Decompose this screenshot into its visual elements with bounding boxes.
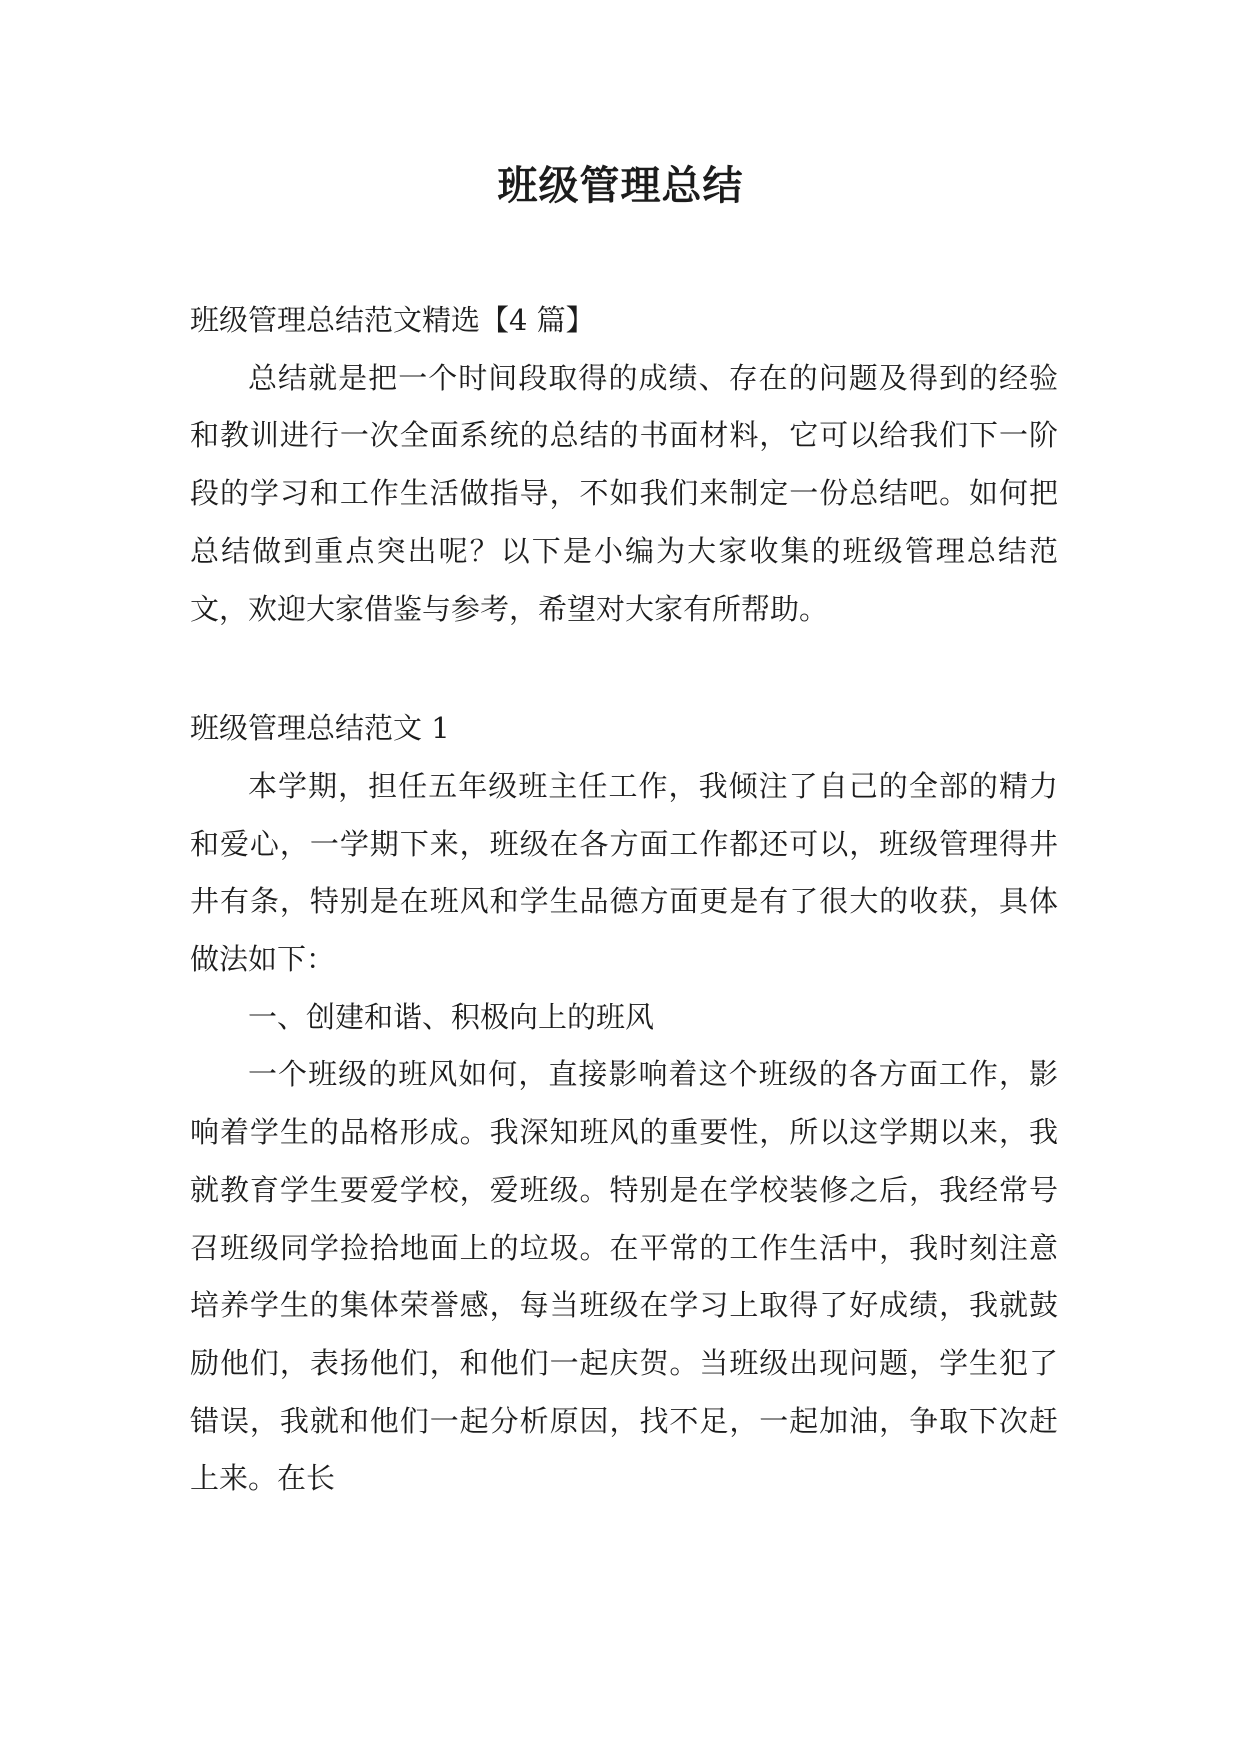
document-title: 班级管理总结	[497, 162, 744, 209]
intro-heading: 班级管理总结范文精选【4 篇】	[190, 303, 595, 337]
section-1-paragraph-1: 本学期，担任五年级班主任工作，我倾注了自己的全部的精力和爱心，一学期下来，班级在各方面工作都还可以，班级管理得井井有条，特别是在班风和学生品德方面更是有了很大的收获，具体做法如下：	[190, 768, 1058, 977]
document-body	[190, 292, 1058, 1508]
section-1-subheading-1: 一、创建和谐、积极向上的班风	[248, 999, 655, 1034]
intro-paragraph: 总结就是把一个时间段取得的成绩、存在的问题及得到的经验和教训进行一次全面系统的总结的书面材料，它可以给我们下一阶段的学习和工作生活做指导，不如我们来制定一份总结吧。如何把总结做到重点突出呢？以下是小编为大家收集的班级管理总结范文，欢迎大家借鉴与参考，希望对大家有所帮助。	[190, 360, 1058, 626]
section-1-paragraph-2: 一个班级的班风如何，直接影响着这个班级的各方面工作，影响着学生的品格形成。我深知班风的重要性，所以这学期以来，我就教育学生要爱学校，爱班级。特别是在学校装修之后，我经常号召班级同学捡拾地面上的垃圾。在平常的工作生活中，我时刻注意培养学生的集体荣誉感，每当班级在学习上取得了好成绩，我就鼓励他们，表扬他们，和他们一起庆贺。当班级出现问题，学生犯了错误，我就和他们一起分析原因，找不足，一起加油，争取下次赶上来。在长	[190, 1057, 1058, 1496]
section-spacer	[190, 638, 1058, 700]
section-1-heading: 班级管理总结范文 1	[190, 711, 450, 746]
